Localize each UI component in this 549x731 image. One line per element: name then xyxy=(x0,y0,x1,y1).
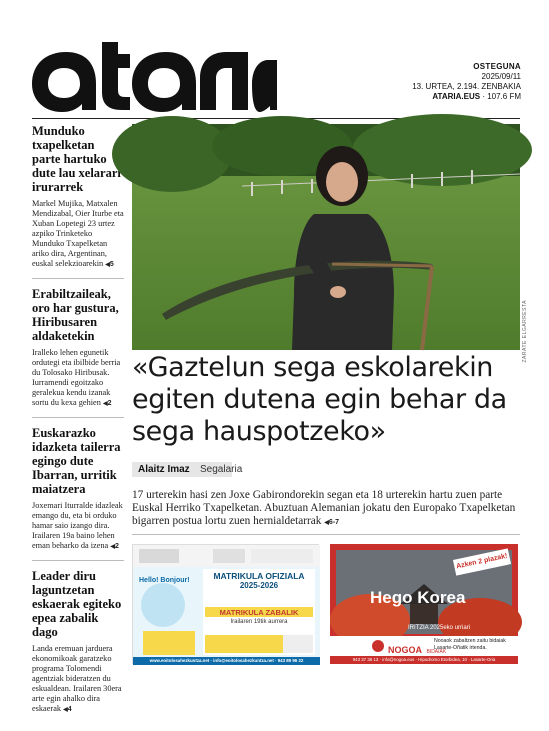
page-ref: ◀6-7 xyxy=(324,519,340,526)
issue-number: 13. URTEA, 2.194. ZENBAKIA xyxy=(412,82,521,91)
arrow-icon: ◀ xyxy=(105,262,110,268)
byline-name: Alaitz Imaz xyxy=(138,464,190,475)
issue-meta xyxy=(412,62,521,102)
ad2-badge: Azken 2 plazak! xyxy=(453,548,511,575)
ad-eoi-tolosa[interactable] xyxy=(132,544,319,664)
side-story[interactable] xyxy=(32,569,124,723)
ad2-brand-name: NOGOA xyxy=(388,645,423,655)
side-story-title[interactable]: Munduko txapelketan parte hartuko dute lau xelarari irurarrek xyxy=(32,124,121,194)
page-ref: ◀2 xyxy=(102,400,112,407)
side-story[interactable] xyxy=(32,124,124,279)
issue-day: OSTEGUNA xyxy=(473,62,521,71)
page-ref: ◀2 xyxy=(110,543,119,550)
ad2-brand-sub: BIDAIAK xyxy=(426,649,447,655)
sidebar xyxy=(32,124,124,731)
side-story-title[interactable]: Erabiltzaileak, oro har gustura, Hiribusaren aldaketekin xyxy=(32,287,119,343)
side-story-body: Markel Mujika, Matxalen Mendizabal, Oier Iturbe eta Xuban Lopetegi 23 urtez azpiko Trinketeko Munduko Txapelketan ariko dira, Argentinan, euskal selekzioarekin ◀5 xyxy=(32,199,124,268)
arrow-icon: ◀ xyxy=(63,707,68,713)
photo-credit: ZARATE ELGARRESTA xyxy=(522,300,528,363)
lead-photo[interactable] xyxy=(132,124,520,350)
ad1-title: MATRIKULA OFIZIALA xyxy=(213,571,305,581)
ad1-open: MATRIKULA ZABALIK xyxy=(219,608,299,617)
side-story-title[interactable]: Leader diru laguntzetan eskaerak egiteko epea zabalik dago xyxy=(32,569,122,639)
side-story[interactable] xyxy=(32,426,124,561)
masthead xyxy=(0,0,549,118)
side-story-body: Landa eremuan jarduera ekonomikoak garatzeko programa Tolomendi agentziak bideratzen du eskualdean. Irailaren 30era arte egin ahalko dira eskaerak ◀4 xyxy=(32,644,122,713)
ads-rule xyxy=(132,534,520,535)
ad1-years: 2025-2026 xyxy=(239,581,279,590)
arrow-icon: ◀ xyxy=(324,520,329,526)
ad1-contact[interactable]: www.eoitolosahezkuntza.net · info@eoitolosahezkuntza.net · 943 89 96 22 xyxy=(149,658,304,663)
byline xyxy=(132,462,520,478)
ad2-dates: IRITZIA 2025eko urriari xyxy=(408,625,471,631)
ad1-until: Irailaren 19tik aurrera xyxy=(230,619,288,625)
ad-nogoa-korea[interactable] xyxy=(330,544,518,664)
side-story-title[interactable]: Euskarazko idazketa tailerra egingo dute Ibarran, urritik maiatzera xyxy=(32,426,121,496)
ad2-contact[interactable]: 943 37 36 13 · info@nogoa.eus · Hipodromo Etorbidea, 10 · Lasarte-Oria xyxy=(352,657,496,662)
lede-text: 17 urterekin hasi zen Joxe Gabirondorekin segan eta 18 urterekin hartu zuen parte Euskal Herriko Txapelketan. Abuztuan Alemanian jokatu den Europako Txapelketan bigarren postua lortu zuen hernialdetarrak ◀6-7 xyxy=(132,489,516,527)
scythe-photo-illustration xyxy=(132,124,520,350)
page-ref: ◀5 xyxy=(105,261,114,268)
main-headline[interactable]: «Gaztelun sega eskolarekin egiten dutena egin behar da sega hauspotzeko» xyxy=(132,352,507,447)
byline-role: Segalaria xyxy=(200,464,243,475)
page-ref: ◀4 xyxy=(63,706,72,713)
ad2-title: Hego Korea xyxy=(370,588,466,607)
issue-date: 2025/09/11 xyxy=(481,72,521,81)
side-story[interactable] xyxy=(32,287,124,418)
side-story-body: Joxemari Iturralde idazleak emango du, eta bi orduko hamar saio izango dira. Irailaren 19a baino lehen eman beharko da izena ◀2 xyxy=(32,501,123,550)
ad-eoi-artwork xyxy=(133,545,320,665)
side-story-body: Iralleko lehen egunetik ordutegi eta ibilbide berria du Tolosako Hiribusak. Iurramendi egoitzako geralekua kendu izanak sortu du kexa gehien ◀2 xyxy=(32,348,121,407)
ataria-logo xyxy=(32,40,277,112)
arrow-icon: ◀ xyxy=(110,544,115,550)
ad2-tagline: Nooaok zabaltzen zaitu bidaiak Lasarte-Oñatik irtenda. xyxy=(434,638,506,651)
ad1-greeting: Hello! Bonjour! xyxy=(139,577,190,584)
issue-site[interactable]: ATARIA.EUS · 107.6 FM xyxy=(432,92,521,101)
arrow-icon: ◀ xyxy=(102,401,108,407)
